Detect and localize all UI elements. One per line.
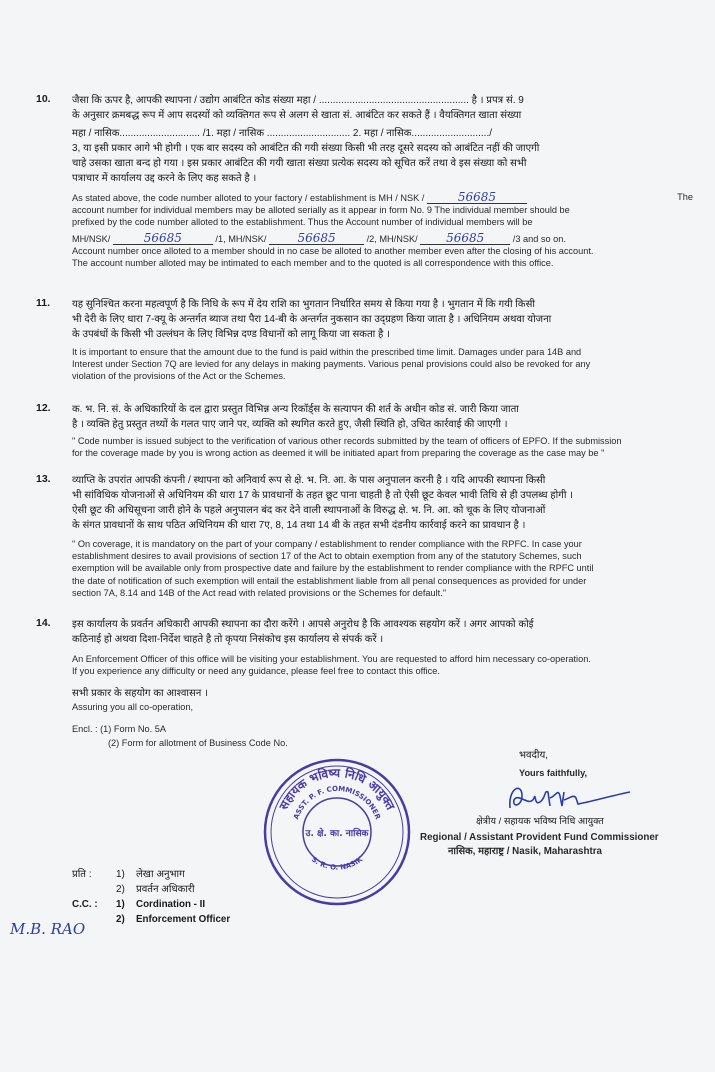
cc-item: Enforcement Officer [136, 914, 231, 925]
para-hindi-line: भी सांविधिक योजनाओं से अधिनियम की धारा 17 के प्रावधानों के तहत छूट पाना चाहती है तो ऐसी छूट केवल भावी तिथि से ही उपलब्ध होगी । [72, 490, 573, 501]
office-seal-stamp [262, 757, 412, 907]
cc-item-number: 1) [116, 899, 125, 910]
handwritten-initials: M.B. RAO [10, 920, 86, 938]
para-english-line: As stated above, the code number alloted to your factory / establishment is MH / NSK / [72, 193, 425, 203]
para-english-line: /1, MH/NSK/ [215, 233, 267, 244]
handwritten-code: 56685 [420, 232, 510, 245]
stamp-city-text: S. R. O. NASIK [309, 855, 365, 872]
para-english-line: If you experience any difficulty or need any guidance, please feel free to contact this office. [72, 666, 440, 677]
para-number: 13. [36, 473, 51, 485]
para-english-line: " On coverage, it is mandatory on the part of your company / establishment to render compliance with the RPFC. In case your [72, 539, 582, 549]
paragraph-11 [36, 297, 693, 383]
stamp-inner-text: ASST. P. F. COMMISSIONER [292, 784, 382, 821]
para-hindi-line: क. भ. नि. सं. के अधिकारियों के दल द्वारा प्रस्तुत विभिन्न अन्य रिकॉर्ड्स के सत्यापन की शर्त के अधीन कोड सं. जारी किया जाता [72, 404, 519, 415]
paragraph-14 [36, 617, 693, 677]
designation-hindi: क्षेत्रीय / सहायक भविष्य निधि आयुक्त [476, 816, 604, 827]
para-english-line: It is important to ensure that the amount due to the fund is paid within the prescribed time limit. Damages under para 14B and [72, 347, 582, 357]
para-english-line: account number for individual members may be alloted serially as it appear in form No. 9 The individual member should be [72, 205, 570, 216]
para-number: 14. [36, 617, 51, 629]
closing [519, 748, 587, 779]
closing-english: Yours faithfully, [519, 768, 588, 778]
para-hindi-line: चाहे उसका खाता बन्द हो गया । इस प्रकार आबंटित की गयी खाता संख्या प्रत्येक सदस्य को सूचित करें तथा वे इस संख्या को सभी [72, 158, 527, 169]
para-english-line: exemption will be available only from prospective date and failure by the establishment to render compliance with the RPFC until [72, 563, 594, 574]
office-location: नासिक, महाराष्ट्र / Nasik, Maharashtra [448, 846, 602, 858]
para-english-line: for the coverage made by you is wrong action as deemed it will be initiated apart from preparing the coverage as the case may be " [72, 448, 605, 459]
para-hindi-line: पत्राचार में कार्यालय उद्द करने के लिए कह सकते है । [72, 173, 257, 184]
para-english-line: section 7A, 8.14 and 14B of the Act read with related provisions or the Schemes for default." [72, 587, 447, 598]
svg-text:S. R. O. NASIK [310, 855, 365, 872]
para-english-line: The [677, 192, 693, 202]
copy-item-number: 2) [116, 884, 125, 895]
para-english-line: Interest under Section 7Q are levied for any delays in making payments. Various penal provisions could also be revoked for any [72, 359, 591, 370]
para-number: 12. [36, 402, 51, 414]
assurance [72, 686, 208, 713]
para-english-line: An Enforcement Officer of this office will be visiting your establishment. You are requested to afford him necessary co-operation. [72, 654, 591, 664]
para-english-line: MH/NSK/ [72, 233, 111, 244]
cc-item: Cordination - II [136, 899, 206, 910]
para-english-line: /3 and so on. [512, 233, 566, 244]
para-hindi-line: ऐसी छूट की अधिसूचना जारी होने के पहले अनुपालन बंद कर देने वाली स्थापनाओं के विरुद्ध क्षे. भ. नि. आ. को चूक के लिए योजनाओं [72, 505, 546, 516]
cc-label: C.C. : [72, 899, 98, 910]
enclosures [72, 722, 288, 750]
para-english-line: the date of notification of such exemption will entail the establishment liable from all penal consequences as provided for under [72, 575, 587, 586]
enclosures-label: Encl. : [72, 724, 98, 734]
para-hindi-line: के उपबंधों के किसी भी उल्लंघन के लिए विभिन्न दण्ड विधानों को लागू किया जा सकता है । [72, 329, 390, 340]
assurance-english: Assuring you all co-operation, [72, 702, 194, 712]
para-hindi-line: 3, या इसी प्रकार आगे भी होगी । एक बार सदस्य को आबंटित की गयी संख्या किसी भी तरह दूसरे सदस्य को आबंटित नहीं की जाएगी [72, 143, 540, 154]
para-hindi-line: इस कार्यालय के प्रवर्तन अधिकारी आपकी स्थापना का दौरा करेंगे । आपसे अनुरोध है कि आवश्यक सहयोग करें । अगर आपको कोई [72, 619, 534, 630]
para-english-line: Account number once alloted to a member should in no case be alloted to another member even after the closing of his account. [72, 245, 594, 256]
designation-english: Regional / Assistant Provident Fund Commissioner [420, 832, 659, 843]
para-number: 11. [36, 297, 51, 309]
paragraph-12 [36, 402, 693, 459]
signature-mark [500, 778, 640, 818]
para-english-line: establishment desires to avail provisions of section 17 of the Act to obtain exemption from any of the statutory Schemes, such [72, 551, 582, 562]
para-english-line: violation of the provisions of the Act or the Schemes. [72, 371, 286, 382]
copy-item-number: 1) [116, 869, 125, 880]
para-hindi-line: महा / नासिक............................. /1. महा / नासिक .............................. 2. महा / नासिक............................/ [72, 128, 492, 139]
para-english-line: " Code number is issued subject to the verification of various other records submitted by the team of officers of EPFO. If the submission [72, 436, 622, 446]
para-hindi-line: भी देरी के लिए धारा 7-क्यू के अन्तर्गत ब्याज तथा पैरा 14-बी के अन्तर्गत नुकसान का उद्ग्रहण किया जाता है । अधिनियम अथवा योजना [72, 314, 552, 325]
assurance-hindi: सभी प्रकार के सहयोग का आश्वासन । [72, 688, 208, 699]
paragraph-13 [36, 473, 693, 599]
enclosure-item: (1) Form No. 5A [100, 724, 166, 734]
cc-item-number: 2) [116, 914, 125, 925]
para-hindi-line: है । व्यक्ति हेतु प्रस्तुत तथ्यों के गलत पाए जाने पर, व्यक्ति को स्थगित करते हुए, जैसी स्थिति हो, उचित कार्रवाई की जाएगी । [72, 419, 508, 430]
copy-item: लेखा अनुभाग [136, 869, 185, 880]
para-hindi-line: के संगत प्रावधानों के साथ पठित अधिनियम की धारा 7ए, 8, 14 तथा 14 बी के तहत सभी दंडनीय कार्रवाई करने का प्रावधान है । [72, 520, 526, 531]
copy-item: प्रवर्तन अधिकारी [136, 884, 195, 895]
para-english-line: The account number alloted may be intimated to each member and to the quoted is all correspondence with this office. [72, 258, 554, 269]
enclosure-item: (2) Form for allotment of Business Code No. [108, 738, 288, 748]
para-hindi-line: जैसा कि ऊपर है, आपकी स्थापना / उद्योग आबंटित कोड संख्या महा / ...................................................... है । प्रपत्र सं. 9 [72, 95, 524, 106]
para-english-line: prefixed by the code number alloted to the establishment. Thus the Account number of individual members will be [72, 217, 533, 228]
para-hindi-line: कठिनाई हो अथवा दिशा-निर्देश चाहते है तो कृपया निसंकोच इस कार्यालय से संपर्क करें । [72, 634, 384, 645]
handwritten-code: 56685 [113, 232, 213, 245]
handwritten-code: 56685 [427, 191, 527, 204]
stamp-center-text: उ. क्षे. का. नासिक [305, 829, 369, 839]
para-hindi-line: व्याप्ति के उपरांत आपकी कंपनी / स्थापना को अनिवार्य रूप से क्षे. भ. नि. आ. के पास अनुपालन करनी है । यदि आपकी स्थापना किसी [72, 475, 546, 486]
copy-label: प्रति : [72, 869, 92, 880]
handwritten-code: 56685 [269, 232, 364, 245]
stamp-outer-text: सहायक भविष्य निधि आयुक्त [276, 765, 398, 812]
closing-hindi: भवदीय, [519, 750, 549, 761]
para-english-line: /2, MH/NSK/ [366, 233, 418, 244]
para-hindi-line: के अनुसार क्रमबद्ध रूप में आप सदस्यों को व्यक्तिगत रूप से अलग से खाता सं. आबंटित कर सकते हैं । वैयक्तिगत खाता संख्या [72, 110, 522, 121]
copy-to [72, 867, 230, 927]
paragraph-10 [36, 93, 693, 269]
designation [420, 814, 659, 858]
para-number: 10. [36, 93, 51, 105]
para-hindi-line: यह सुनिश्चित करना महत्वपूर्ण है कि निधि के रूप में देय राशि का भुगतान निर्धारित समय से किया गया है । भुगतान में कि गयी किसी [72, 299, 535, 310]
signature [500, 778, 640, 818]
